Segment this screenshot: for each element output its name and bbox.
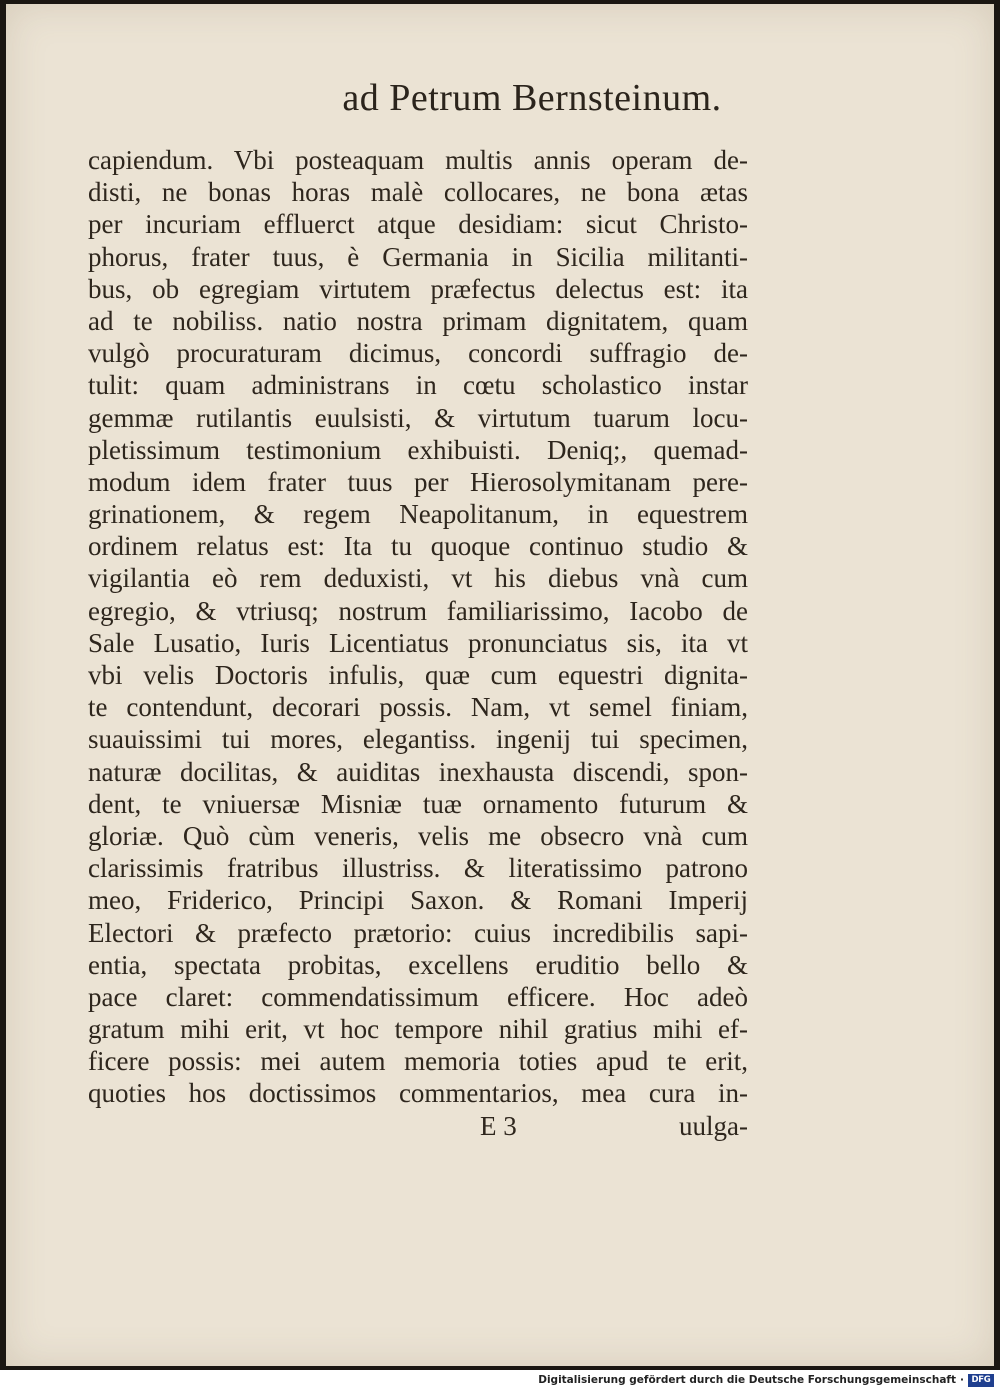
text-line: pletissimum testimonium exhibuisti. Deniq;, quemad- xyxy=(88,434,748,465)
text-line: tulit: quam administrans in cœtu scholastico instar xyxy=(88,370,748,401)
text-line: quoties hos doctissimos commentarios, mea cura in- xyxy=(88,1078,748,1109)
text-line: gemmæ rutilantis euulsisti, & virtutum tuarum locu- xyxy=(88,402,748,433)
running-head: ad Petrum Bernsteinum. xyxy=(342,77,722,119)
text-line: meo, Friderico, Principi Saxon. & Romani Imperij xyxy=(88,885,748,916)
text-line: gratum mihi erit, vt hoc tempore nihil gratius mihi ef- xyxy=(88,1014,748,1045)
text-line: te contendunt, decorari possis. Nam, vt semel finiam, xyxy=(88,692,748,723)
text-line: Electori & præfecto prætorio: cuius incredibilis sapi- xyxy=(88,917,748,948)
text-line: grinationem, & regem Neapolitanum, in equestrem xyxy=(88,499,748,530)
text-line: gloriæ. Quò cùm veneris, velis me obsecro vnà cum xyxy=(88,820,748,851)
text-line: naturæ docilitas, & auiditas inexhausta discendi, spon- xyxy=(88,756,748,787)
text-line: clarissimis fratribus illustriss. & literatissimo patrono xyxy=(88,853,748,884)
text-line: phorus, frater tuus, è Germania in Sicilia militanti- xyxy=(88,241,748,272)
signature-mark: E 3 xyxy=(480,1111,517,1141)
text-line: egregio, & vtriusq; nostrum familiarissimo, Iacobo de xyxy=(88,595,748,626)
catchline xyxy=(88,1111,748,1145)
text-line: ordinem relatus est: Ita tu quoque continuo studio & xyxy=(88,531,748,562)
text-line: pace claret: commendatissimum efficere. Hoc adeò xyxy=(88,981,748,1012)
footer-separator: · xyxy=(960,1374,964,1386)
book-page xyxy=(6,4,994,1366)
catchword: uulga- xyxy=(679,1111,748,1141)
footer-credit: Digitalisierung gefördert durch die Deutsche Forschungsgemeinschaft xyxy=(538,1374,956,1386)
body-text xyxy=(88,144,748,1110)
text-line: entia, spectata probitas, excellens eruditio bello & xyxy=(88,949,748,980)
text-line: dent, te vniuersæ Misniæ tuæ ornamento futurum & xyxy=(88,788,748,819)
text-line: vulgò procuraturam dicimus, concordi suffragio de- xyxy=(88,338,748,369)
text-line: modum idem frater tuus per Hierosolymitanam pere- xyxy=(88,466,748,497)
text-line: vbi velis Doctoris infulis, quæ cum equestri dignita- xyxy=(88,660,748,690)
digitization-footer xyxy=(538,1372,994,1388)
text-line: ficere possis: mei autem memoria toties apud te erit, xyxy=(88,1046,748,1077)
text-line: capiendum. Vbi posteaquam multis annis operam de- xyxy=(88,145,748,175)
text-line: ad te nobiliss. natio nostra primam dignitatem, quam xyxy=(88,305,748,336)
dfg-logo-icon[interactable]: DFG xyxy=(968,1374,994,1387)
text-line: disti, ne bonas horas malè collocares, ne bona ætas xyxy=(88,177,748,208)
text-line: Sale Lusatio, Iuris Licentiatus pronunciatus sis, ita vt xyxy=(88,627,748,658)
text-line: bus, ob egregiam virtutem præfectus delectus est: ita xyxy=(88,273,748,304)
text-line: suauissimi tui mores, elegantiss. ingenij tui specimen, xyxy=(88,724,748,755)
text-line: vigilantia eò rem deduxisti, vt his diebus vnà cum xyxy=(88,563,748,594)
text-line: per incuriam effluerct atque desidiam: sicut Christo- xyxy=(88,209,748,240)
